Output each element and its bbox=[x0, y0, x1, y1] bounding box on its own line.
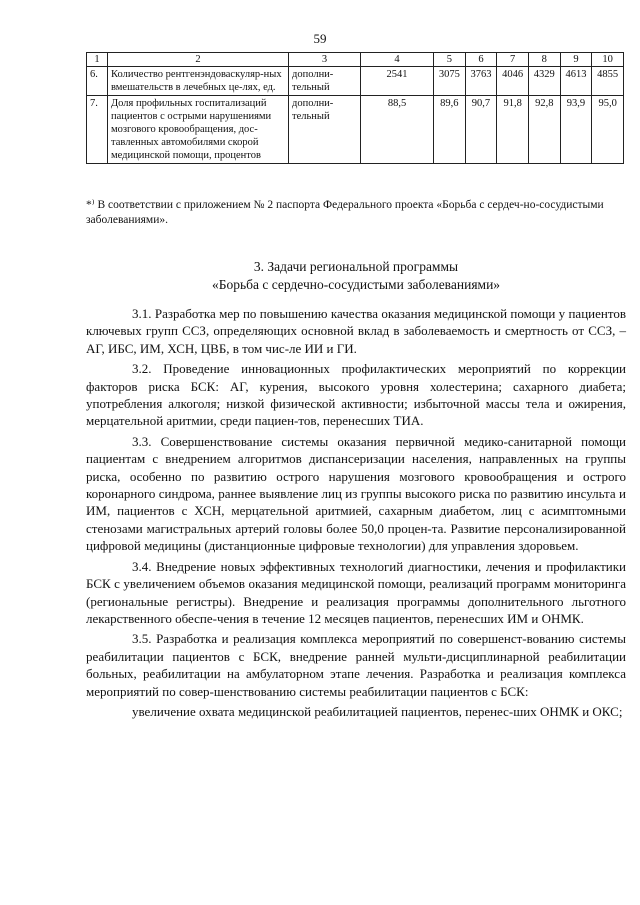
value-cell: 95,0 bbox=[592, 96, 624, 164]
value-cell: 4046 bbox=[497, 67, 529, 96]
section-title-line: «Борьба с сердечно-сосудистыми заболеваниями» bbox=[211, 277, 501, 292]
section-title-line: 3. Задачи региональной программы bbox=[253, 259, 459, 274]
header-cell: 10 bbox=[592, 53, 624, 67]
paragraph: 3.2. Проведение инновационных профилактических мероприятий по коррекции факторов риска БСК: АГ, курения, высокого уровня холестерина; сахарного диабета; употребления алкоголя; низкой физической активности; избыточной массы тела и ожирения, мерцательной аритмии, среди пациен-тов, перенесших ТИА. bbox=[86, 361, 626, 429]
header-cell: 5 bbox=[434, 53, 466, 67]
header-cell: 1 bbox=[87, 53, 108, 67]
body-text bbox=[86, 305, 626, 723]
row-number: 7. bbox=[87, 96, 108, 164]
value-cell: 2541 bbox=[361, 67, 434, 96]
value-cell: 3763 bbox=[465, 67, 497, 96]
value-cell: 3075 bbox=[434, 67, 466, 96]
header-cell: 8 bbox=[528, 53, 560, 67]
value-cell: 4855 bbox=[592, 67, 624, 96]
footnote: *⁾ В соответствии с приложением № 2 паспорта Федерального проекта «Борьба с сердеч-но-сосудистыми заболеваниями». bbox=[86, 199, 604, 226]
page-number: 59 bbox=[313, 31, 327, 46]
header-cell: 6 bbox=[465, 53, 497, 67]
paragraph: увеличение охвата медицинской реабилитацией пациентов, перенес-ших ОНМК и ОКС; bbox=[132, 703, 623, 719]
value-cell: 91,8 bbox=[497, 96, 529, 164]
paragraph: 3.5. Разработка и реализация комплекса мероприятий по совершенст-вованию системы реабилитации пациентов с БСК, внедрение ранней мульти-дисциплинарной реабилитации больных, реабилитации на амбулаторном этапе лечения. Разработка и реализация комплекса мероприятий по совер-шенствованию системы реабилитации пациентов с БСК: bbox=[86, 631, 626, 699]
value-cell: 93,9 bbox=[560, 96, 592, 164]
section-title bbox=[86, 258, 626, 294]
value-cell: 88,5 bbox=[361, 96, 434, 164]
paragraph: 3.1. Разработка мер по повышению качества оказания медицинской помощи у пациентов ключевых групп ССЗ, определяющих основной вклад в заболеваемость и смертность от ССЗ, – АГ, ИБС, ИМ, ХСН, ЦВБ, в том чис-ле ИИ и ГИ. bbox=[86, 306, 626, 356]
value-cell: 89,6 bbox=[434, 96, 466, 164]
row-number: 6. bbox=[87, 67, 108, 96]
header-cell: 7 bbox=[497, 53, 529, 67]
indicator-name: Количество рентгенэндоваскуляр-ных вмешательств в лечебных це-лях, ед. bbox=[108, 67, 289, 96]
paragraph: 3.4. Внедрение новых эффективных технологий диагностики, лечения и профилактики БСК с увеличением объемов оказания медицинской помощи, реализаций программ мониторинга (региональные регистры). Внедрение и реализация программы дополнительного льготного лекарственного обеспе-чения в течение 12 месяцев пациентов, перенесших ИМ и ОНМК. bbox=[86, 558, 626, 626]
table-header-row bbox=[87, 53, 624, 67]
value-cell: 90,7 bbox=[465, 96, 497, 164]
header-cell: 3 bbox=[289, 53, 361, 67]
indicator-name: Доля профильных госпитализаций пациентов с острыми нарушениями мозгового кровообращения, дос-тавленных автомобилями скорой медицинской помощи, процентов bbox=[108, 96, 289, 164]
paragraph: 3.3. Совершенствование системы оказания первичной медико-санитарной помощи пациентам с внедрением алгоритмов диспансеризации населения, направленных на группы риска, особенно по развитию острого нарушения мозгового кровообращения и острого коронарного синдрома, раннее выявление лиц из группы высокого риска по развитию инсульта и ИМ, пациентов с ХСН, мерцательной аритмией, сахарным диабетом, лиц с асимптомными стенозами магистральных артерий головы более 50,0 процен-та. Развитие персонализированной цифровой медицины (дистанционные цифровые технологии) для управления здоровьем. bbox=[86, 433, 626, 554]
header-cell: 2 bbox=[108, 53, 289, 67]
indicators-table bbox=[86, 52, 624, 164]
header-cell: 9 bbox=[560, 53, 592, 67]
value-cell: 4613 bbox=[560, 67, 592, 96]
value-cell: 92,8 bbox=[528, 96, 560, 164]
indicator-type: дополни-тельный bbox=[289, 67, 361, 96]
header-cell: 4 bbox=[361, 53, 434, 67]
table-row bbox=[87, 96, 624, 164]
indicator-type: дополни-тельный bbox=[289, 96, 361, 164]
value-cell: 4329 bbox=[528, 67, 560, 96]
table-row bbox=[87, 67, 624, 96]
